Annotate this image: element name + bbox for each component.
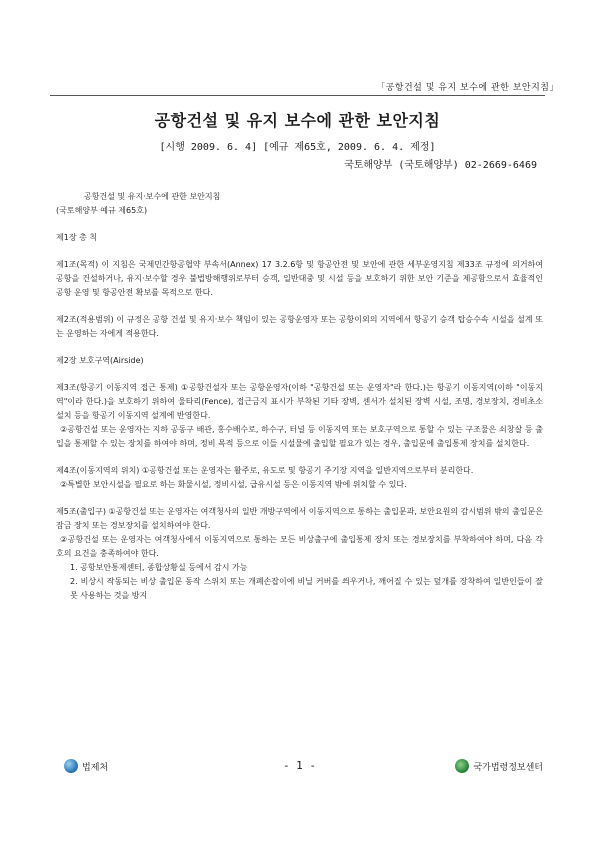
doc-reference: (국토해양부 예규 제65호) (56, 206, 148, 215)
article-2: 제2조(적용범위) 이 규정은 공항 건설 및 유지·보수 책임이 있는 공항운영자 또는 공항이외의 지역에서 항공기 승객 탑승수속 시설을 설계 또는 운영하는 자에게 적용한다. (56, 315, 543, 338)
chapter-2-heading: 제2장 보호구역(Airside) (56, 356, 144, 365)
article-4-para-1: 제4조(이동지역의 위치) ①공항건설 또는 운영자는 활주로, 유도로 및 항공기 주기장 지역을 일반지역으로부터 분리한다. (56, 466, 474, 475)
page-footer (56, 755, 543, 779)
article-3-para-1: 제3조(항공기 이동지역 접근 통제) ①공항건설자 또는 공항운영자(이하 "공항건설 또는 운영자"라 한다.)는 항공기 이동지역(이하 "이동지역"이라 한다.)을 보호하기 위하여 울타리(Fence), 접근금지 표시가 부착된 기타 장벽, 센서가 설치된 장벽 시설, 조명, 경보장치, 경비초소 설치 등을 항공기 이동지역 설계에 반영한다. (56, 383, 543, 420)
chapter-1-heading: 제1장 총 칙 (56, 233, 98, 242)
law-center-logo (455, 759, 543, 773)
article-1: 제1조(목적) 이 지침은 국제민간항공협약 부속서(Annex) 17 3.2.6항 및 항공안전 및 보안에 관한 세부운영지침 제33조 규정에 의거하여 공항을 건설하거나, 유지·보수할 경우 불법방해행위로부터 승객, 일반대중 및 시설 등을 보호하기 위한 보안 기준을 제공함으로서 효율적인 공항 운영 및 항공안전 확보를 목적으로 한다. (56, 260, 543, 297)
emblem-icon (455, 759, 469, 773)
page-title: 공항건설 및 유지 보수에 관한 보안지침 (154, 111, 441, 130)
article-5-item-1: 1. 공항보안통제센터, 종합상황실 등에서 감시 가능 (70, 563, 248, 572)
law-center-label: 국가법령정보센터 (473, 762, 543, 773)
page-number: - 1 - (282, 759, 317, 772)
header-tag: 「공항건설 및 유지 보수에 관한 보안지침」 (376, 83, 559, 93)
ministry-contact: 국토해양부 (국토해양부) 02-2669-6469 (344, 160, 537, 171)
article-4-para-2: ②특별한 보안시설을 필요로 하는 화물시설, 정비시설, 급유시설 등은 이동지역 밖에 위치할 수 있다. (60, 480, 407, 489)
article-5-para-1: 제5조(출입구) ①공항건설 또는 운영자는 여객청사의 일반 개방구역에서 이동지역으로 통하는 출입문과, 보안요원의 감시범위 밖의 출입문은 잠금 장치 또는 경보장치를 설치하여야 한다. (56, 507, 543, 530)
doc-title: 공항건설 및 유지·보수에 관한 보안지침 (84, 192, 221, 201)
header-divider (50, 95, 545, 96)
enforcement-info: [시행 2009. 6. 4] [예규 제65호, 2009. 6. 4. 제정] (159, 142, 436, 153)
article-5-item-2: 2. 비상시 작동되는 비상 출입문 동작 스위치 또는 개폐손잡이에 비닐 커버를 씌우거나, 깨어질 수 있는 덮개를 장착하여 일반인들이 잘못 사용하는 것을 방지 (70, 577, 543, 600)
article-5-para-2: ②공항건설 또는 운영자는 여객청사에서 이동지역으로 통하는 모든 비상출구에 출입통제 장치 또는 경보장치를 부착하여야 하며, 다음 각 호의 요건을 충족하여야 한다. (56, 535, 543, 558)
article-3-para-2: ②공항건설 또는 운영자는 지하 공동구 배관, 홍수배수로, 하수구, 터널 등 이동지역 또는 보호구역으로 통할 수 있는 구조물은 쇠창살 등 출입을 통제할 수 있는 장치를 하여야 하며, 정비 목적 등으로 이들 시설물에 출입할 필요가 있는 경우, 출입문에 출입통제 장치를 설치한다. (56, 425, 543, 448)
moleg-label: 법제처 (82, 762, 109, 773)
document-body (56, 190, 543, 603)
